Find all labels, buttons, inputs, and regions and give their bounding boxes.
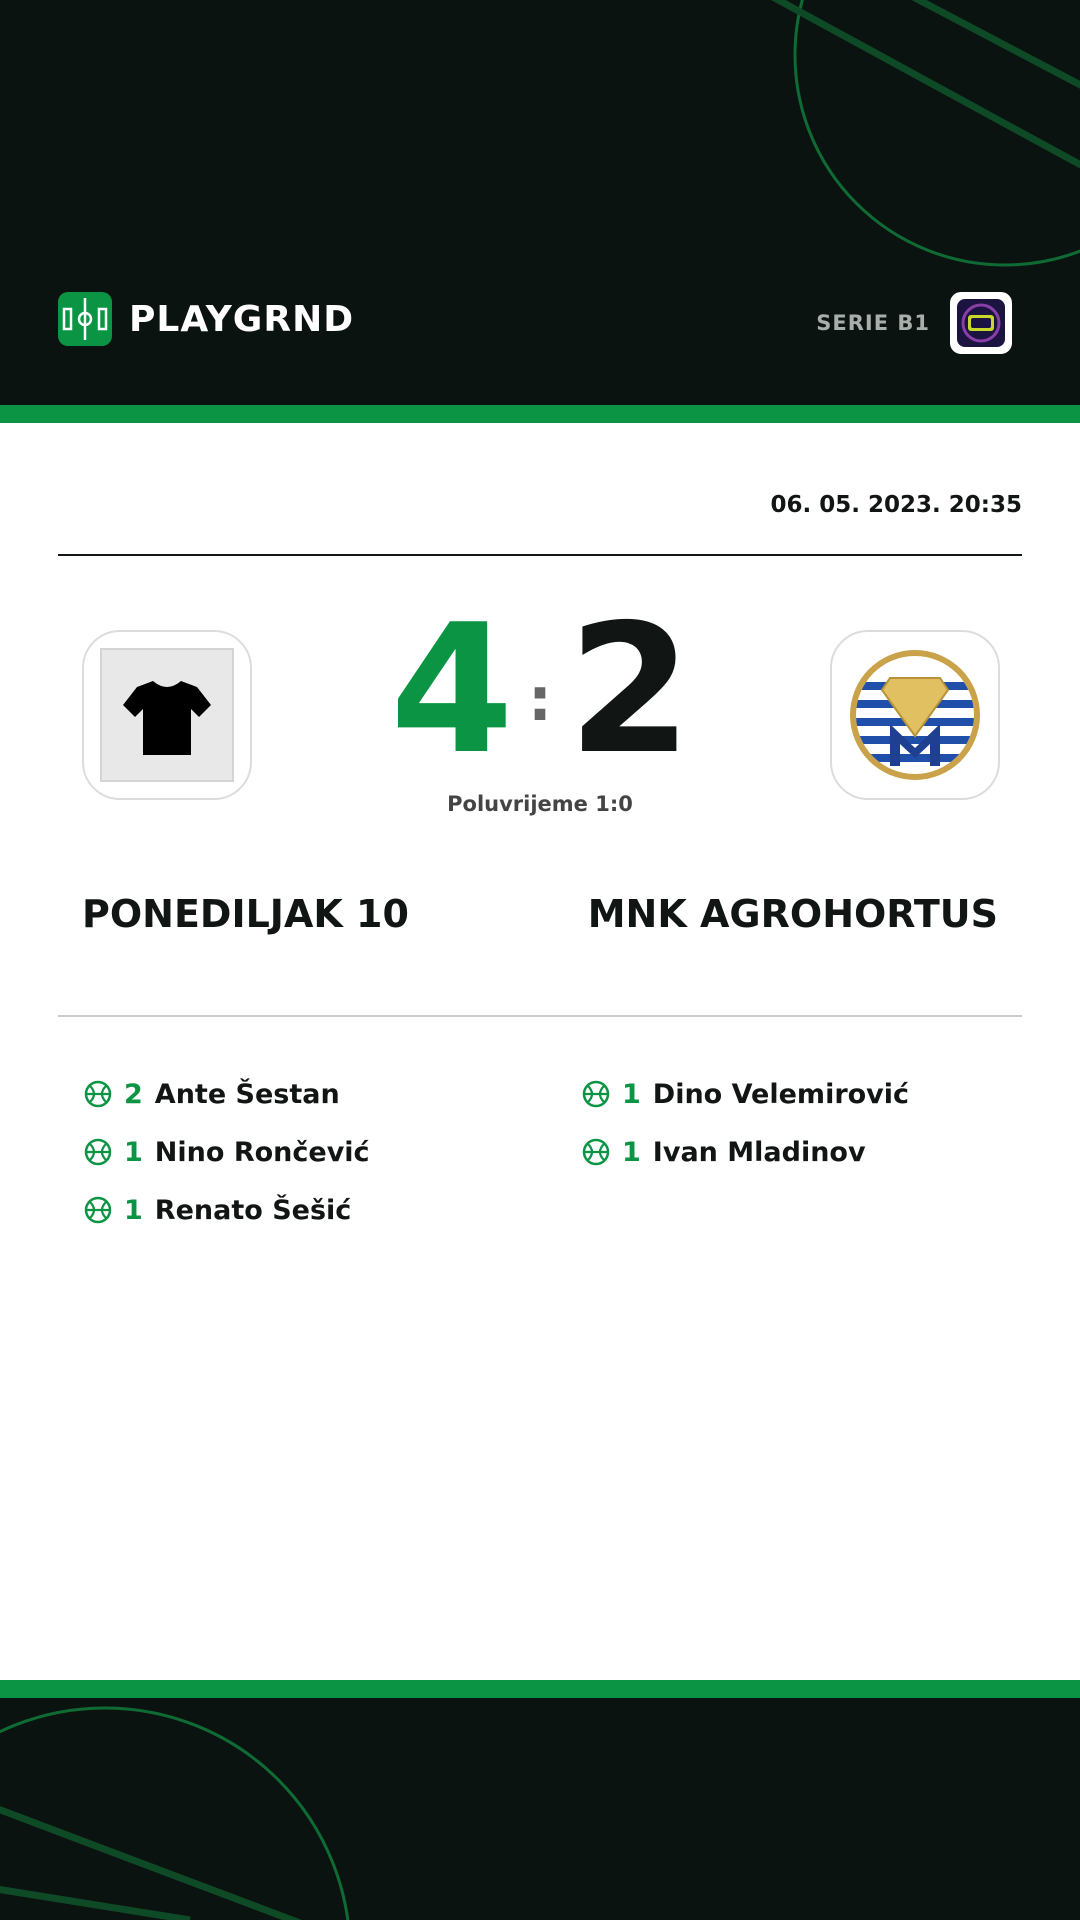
- league-b1-badge-icon: [950, 292, 1012, 354]
- player-name: Ivan Mladinov: [652, 1136, 866, 1168]
- scorer-row: [84, 1123, 370, 1181]
- home-team-logo[interactable]: [82, 630, 252, 800]
- scoreboard: [300, 586, 780, 793]
- shirt-icon: [100, 648, 234, 782]
- ball-icon: [84, 1080, 112, 1108]
- home-team-name: PONEDILJAK 10: [82, 892, 409, 936]
- ball-icon: [582, 1138, 610, 1166]
- footer-banner: [0, 1698, 1080, 1920]
- brand-name: PLAYGRND: [129, 298, 355, 340]
- ball-icon: [582, 1080, 610, 1108]
- player-name: Dino Velemirović: [652, 1078, 910, 1110]
- divider: [58, 554, 1022, 556]
- pitch-lines-decoration: [0, 1698, 1080, 1920]
- brand-logo[interactable]: [58, 292, 354, 346]
- away-team-logo[interactable]: [830, 630, 1000, 800]
- header-banner: [0, 0, 1080, 405]
- home-score: 4: [390, 586, 514, 793]
- pitch-icon: [58, 292, 112, 346]
- player-name: Ante Šestan: [154, 1078, 340, 1110]
- match-datetime: 06. 05. 2023. 20:35: [770, 492, 1022, 518]
- away-scorers-list: [582, 1065, 909, 1181]
- away-score: 2: [568, 586, 692, 793]
- goal-count: 1: [124, 1136, 143, 1168]
- league-name: SERIE B1: [816, 311, 930, 335]
- club-crest-icon: [848, 648, 982, 782]
- score-separator: :: [528, 665, 552, 735]
- halftime-score: Poluvrijeme 1:0: [447, 792, 633, 816]
- home-scorers-list: [84, 1065, 370, 1239]
- goal-count: 2: [124, 1078, 143, 1110]
- ball-icon: [84, 1196, 112, 1224]
- divider: [58, 1015, 1022, 1017]
- footer-accent-stripe: [0, 1680, 1080, 1698]
- league-info[interactable]: [816, 292, 1012, 354]
- goal-count: 1: [622, 1078, 641, 1110]
- away-team-name: MNK AGROHORTUS: [587, 892, 998, 936]
- player-name: Nino Rončević: [154, 1136, 370, 1168]
- scorer-row: [84, 1065, 370, 1123]
- ball-icon: [84, 1138, 112, 1166]
- header-accent-stripe: [0, 405, 1080, 423]
- scorer-row: [582, 1065, 909, 1123]
- scorer-row: [84, 1181, 370, 1239]
- scorer-row: [582, 1123, 909, 1181]
- goal-count: 1: [622, 1136, 641, 1168]
- player-name: Renato Šešić: [154, 1194, 352, 1226]
- goal-count: 1: [124, 1194, 143, 1226]
